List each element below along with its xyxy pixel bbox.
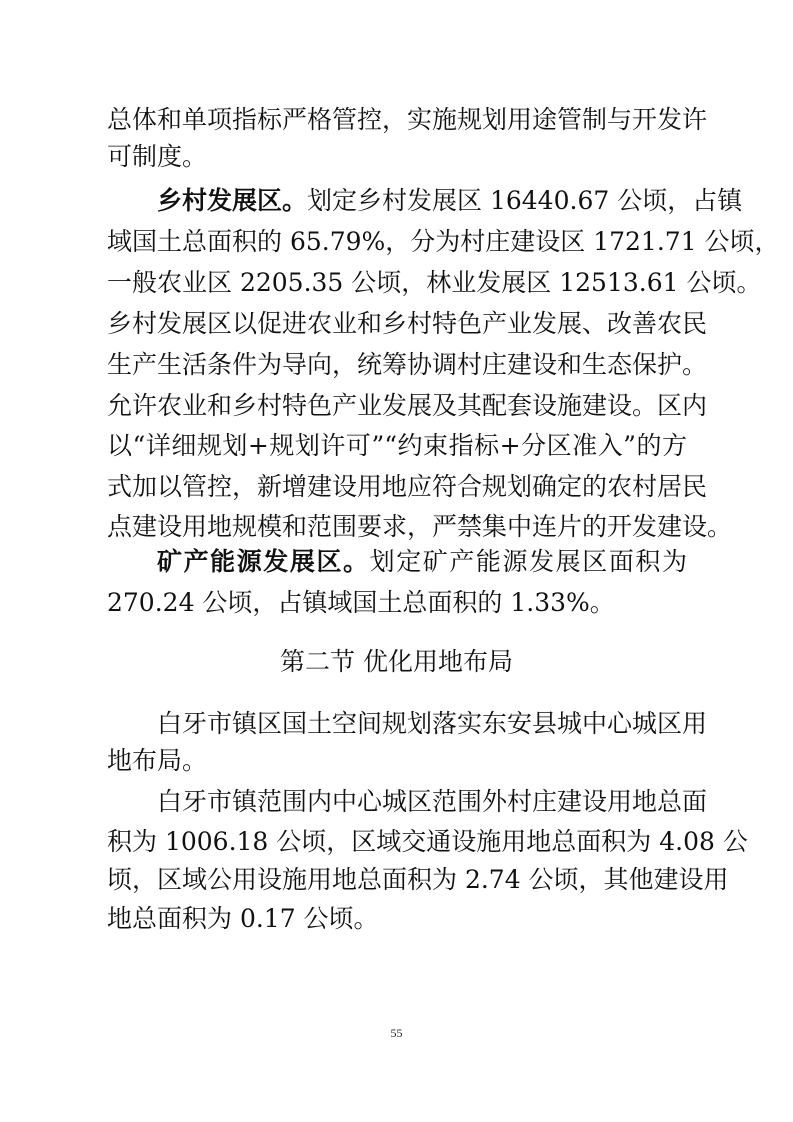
rural-line-2: 域国土总面积的 65.79%，分为村庄建设区 1721.71 公顷， bbox=[107, 227, 780, 256]
mineral-zone-title: 矿产能源发展区。 bbox=[157, 547, 370, 576]
area-line-4: 地总面积为 0.17 公顷。 bbox=[107, 904, 379, 933]
rural-line-5: 生产生活条件为导向，统筹协调村庄建设和生态保护。 bbox=[107, 350, 708, 379]
rural-zone-title: 乡村发展区。 bbox=[157, 186, 308, 215]
intro-line-2: 可制度。 bbox=[107, 142, 208, 171]
area-line-1: 白牙市镇范围内中心城区范围外村庄建设用地总面 bbox=[157, 787, 708, 816]
mineral-paragraph-line-1 bbox=[157, 546, 687, 578]
rural-paragraph-line-1 bbox=[157, 185, 743, 217]
rural-line-6: 允许农业和乡村特色产业发展及其配套设施建设。区内 bbox=[107, 391, 708, 420]
rural-line-7: 以“详细规划+规划许可”“约束指标+分区准入”的方 bbox=[107, 431, 687, 460]
mineral-line-2: 270.24 公顷，占镇域国土总面积的 1.33%。 bbox=[107, 588, 615, 617]
layout-line-1: 白牙市镇区国土空间规划落实东安县城中心城区用 bbox=[157, 709, 708, 738]
rural-line-1-text: 划定乡村发展区 16440.67 公顷，占镇 bbox=[307, 186, 743, 215]
area-line-3: 顷，区域公用设施用地总面积为 2.74 公顷，其他建设用 bbox=[107, 865, 729, 894]
rural-line-4: 乡村发展区以促进农业和乡村特色产业发展、改善农民 bbox=[107, 309, 708, 338]
intro-line-1: 总体和单项指标严格管控，实施规划用途管制与开发许 bbox=[107, 105, 708, 134]
section-heading: 第二节 优化用地布局 bbox=[280, 647, 513, 676]
area-line-2: 积为 1006.18 公顷，区域交通设施用地总面积为 4.08 公 bbox=[107, 827, 748, 856]
rural-line-8: 式加以管控，新增建设用地应符合规划确定的农村居民 bbox=[107, 472, 708, 501]
mineral-line-1-text: 划定矿产能源发展区面积为 bbox=[369, 547, 687, 576]
page-number: 55 bbox=[390, 1026, 403, 1040]
rural-line-3: 一般农业区 2205.35 公顷，林业发展区 12513.61 公顷。 bbox=[107, 268, 762, 297]
layout-line-2: 地布局。 bbox=[107, 746, 208, 775]
rural-line-9: 点建设用地规模和范围要求，严禁集中连片的开发建设。 bbox=[107, 512, 733, 541]
